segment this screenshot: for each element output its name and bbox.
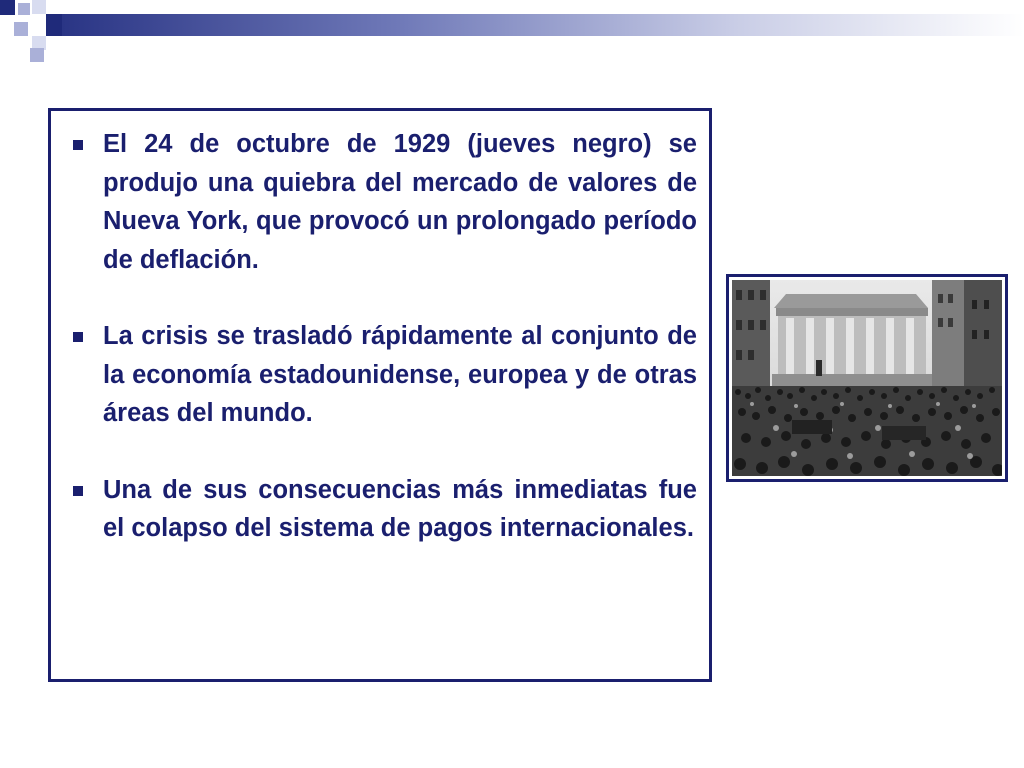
square-bullet-icon bbox=[73, 486, 83, 496]
header-decoration bbox=[0, 0, 1024, 70]
bullet-list bbox=[69, 125, 697, 548]
wall-street-crowd-photo bbox=[732, 280, 1002, 476]
decor-square bbox=[14, 22, 28, 36]
photo-frame bbox=[726, 274, 1008, 482]
bullet-text: El 24 de octubre de 1929 (jueves negro) se produjo una quiebra del mercado de valores de Nueva York, que provocó un prolongado período de deflación. bbox=[103, 130, 697, 274]
decor-square bbox=[30, 48, 44, 62]
decor-square bbox=[0, 0, 15, 15]
bullet-text: Una de sus consecuencias más inmediatas fue el colapso del sistema de pagos internacionales. bbox=[103, 475, 697, 542]
square-bullet-icon bbox=[73, 140, 83, 150]
square-bullet-icon bbox=[73, 332, 83, 342]
decor-square bbox=[32, 0, 46, 14]
bullet-item bbox=[69, 125, 697, 279]
decor-square bbox=[18, 3, 30, 15]
bullet-item bbox=[69, 471, 697, 548]
decor-square bbox=[46, 14, 62, 36]
bullet-item bbox=[69, 317, 697, 433]
content-box bbox=[48, 108, 712, 682]
bullet-text: La crisis se trasladó rápidamente al conjunto de la economía estadounidense, europea y de otras áreas del mundo. bbox=[103, 322, 697, 427]
header-gradient-bar bbox=[62, 14, 1024, 36]
